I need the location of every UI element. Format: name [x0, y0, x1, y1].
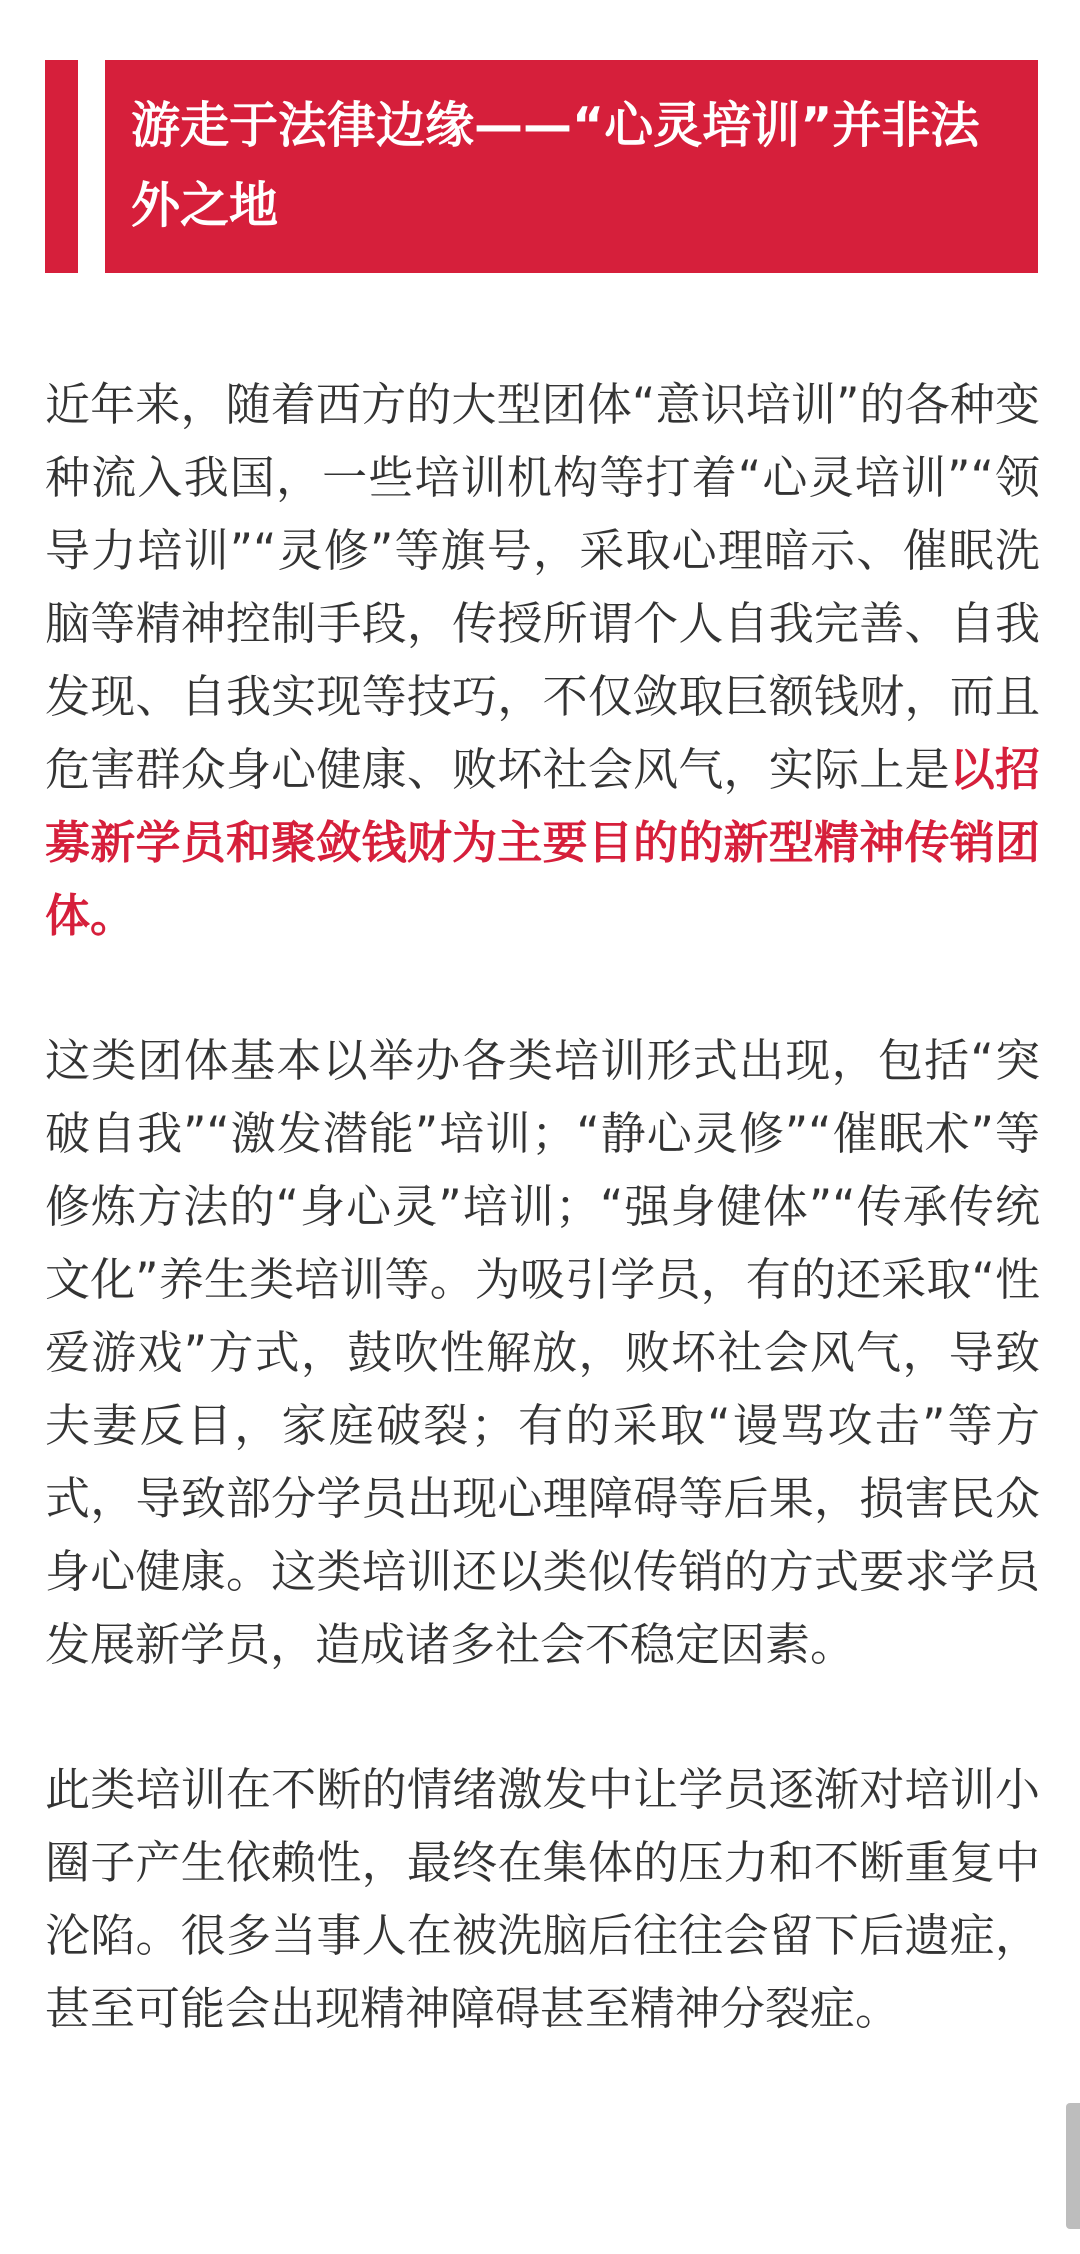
- section-header: [105, 60, 1038, 273]
- paragraph-1-text: 近年来，随着西方的大型团体“意识培训”的各种变种流入我国，一些培训机构等打着“心灵培训”“领导力培训”“灵修”等旗号，采取心理暗示、催眠洗脑等精神控制手段，传授所谓个人自我完善、自我发现、自我实现等技巧，不仅敛取巨额钱财，而且危害群众身心健康、败坏社会风气，实际上是: [45, 378, 1040, 796]
- scrollbar-thumb[interactable]: [1066, 2103, 1080, 2229]
- article-body: [45, 368, 1040, 2117]
- header-accent-bar: [45, 60, 78, 273]
- paragraph-2: 这类团体基本以举办各类培训形式出现，包括“突破自我”“激发潜能”培训；“静心灵修”“催眠术”等修炼方法的“身心灵”培训；“强身健体”“传承传统文化”养生类培训等。为吸引学员，有的还采取“性爱游戏”方式，鼓吹性解放，败坏社会风气，导致夫妻反目，家庭破裂；有的采取“谩骂攻击”等方式，导致部分学员出现心理障碍等后果，损害民众身心健康。这类培训还以类似传销的方式要求学员发展新学员，造成诸多社会不稳定因素。: [45, 1034, 1040, 1671]
- paragraph-3: 此类培训在不断的情绪激发中让学员逐渐对培训小圈子产生依赖性，最终在集体的压力和不断重复中沦陷。很多当事人在被洗脑后往往会留下后遗症，甚至可能会出现精神障碍甚至精神分裂症。: [45, 1763, 1040, 2035]
- paragraph-1: [45, 368, 1040, 952]
- section-title: 游走于法律边缘——“心灵培训”并非法外之地: [131, 97, 980, 234]
- paragraph-1-highlight: 以招募新学员和聚敛钱财为主要目的的新型精神传销团体。: [45, 743, 1040, 942]
